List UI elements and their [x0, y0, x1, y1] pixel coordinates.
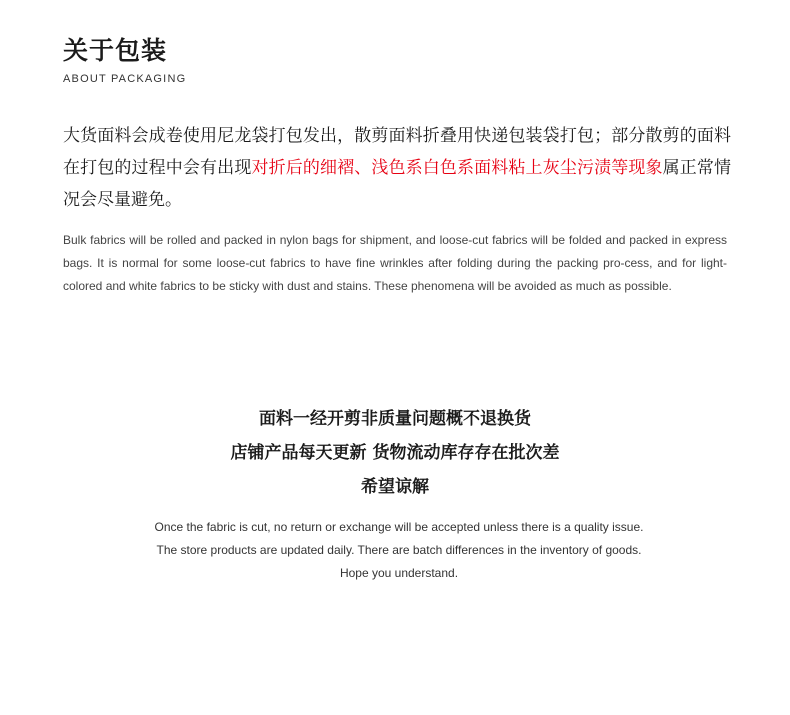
- notice-line: 面料一经开剪非质量问题概不退换货: [259, 409, 531, 429]
- description-highlight: 对折后的细褶、浅色系白色系面料粘上灰尘污渍等现象: [251, 158, 663, 178]
- section-subtitle: ABOUT PACKAGING: [63, 73, 187, 85]
- description-outro: 属正常情况会尽量避免。: [63, 158, 732, 210]
- packaging-description-zh: [63, 120, 731, 216]
- return-notice-en: [0, 516, 790, 585]
- description-intro: 大货面料会成卷使用尼龙袋打包发出，散剪面料折叠用快递包装袋打包；部分散剪的面料在打包的过程中会有出现: [63, 126, 731, 178]
- notice-line: 店铺产品每天更新 货物流动库存存在批次差: [230, 443, 560, 463]
- return-notice-zh: [0, 402, 790, 504]
- notice-line: 希望谅解: [361, 477, 429, 497]
- packaging-description-en: Bulk fabrics will be rolled and packed in nylon bags for shipment, and loose-cut fabrics will be folded and packed in express bags. It is normal for some loose-cut fabrics to have fine wrinkles after folding during the packing pro-cess, and for light-colored and white fabrics to be sticky with dust and stains. These phenomena will be avoided as much as possible.: [63, 233, 727, 293]
- section-title: 关于包装: [63, 36, 168, 65]
- notice-line-en: Once the fabric is cut, no return or exchange will be accepted unless there is a quality issue.: [154, 520, 644, 534]
- notice-line-en: The store products are updated daily. There are batch differences in the inventory of goods.: [156, 543, 642, 557]
- notice-line-en: Hope you understand.: [339, 566, 459, 580]
